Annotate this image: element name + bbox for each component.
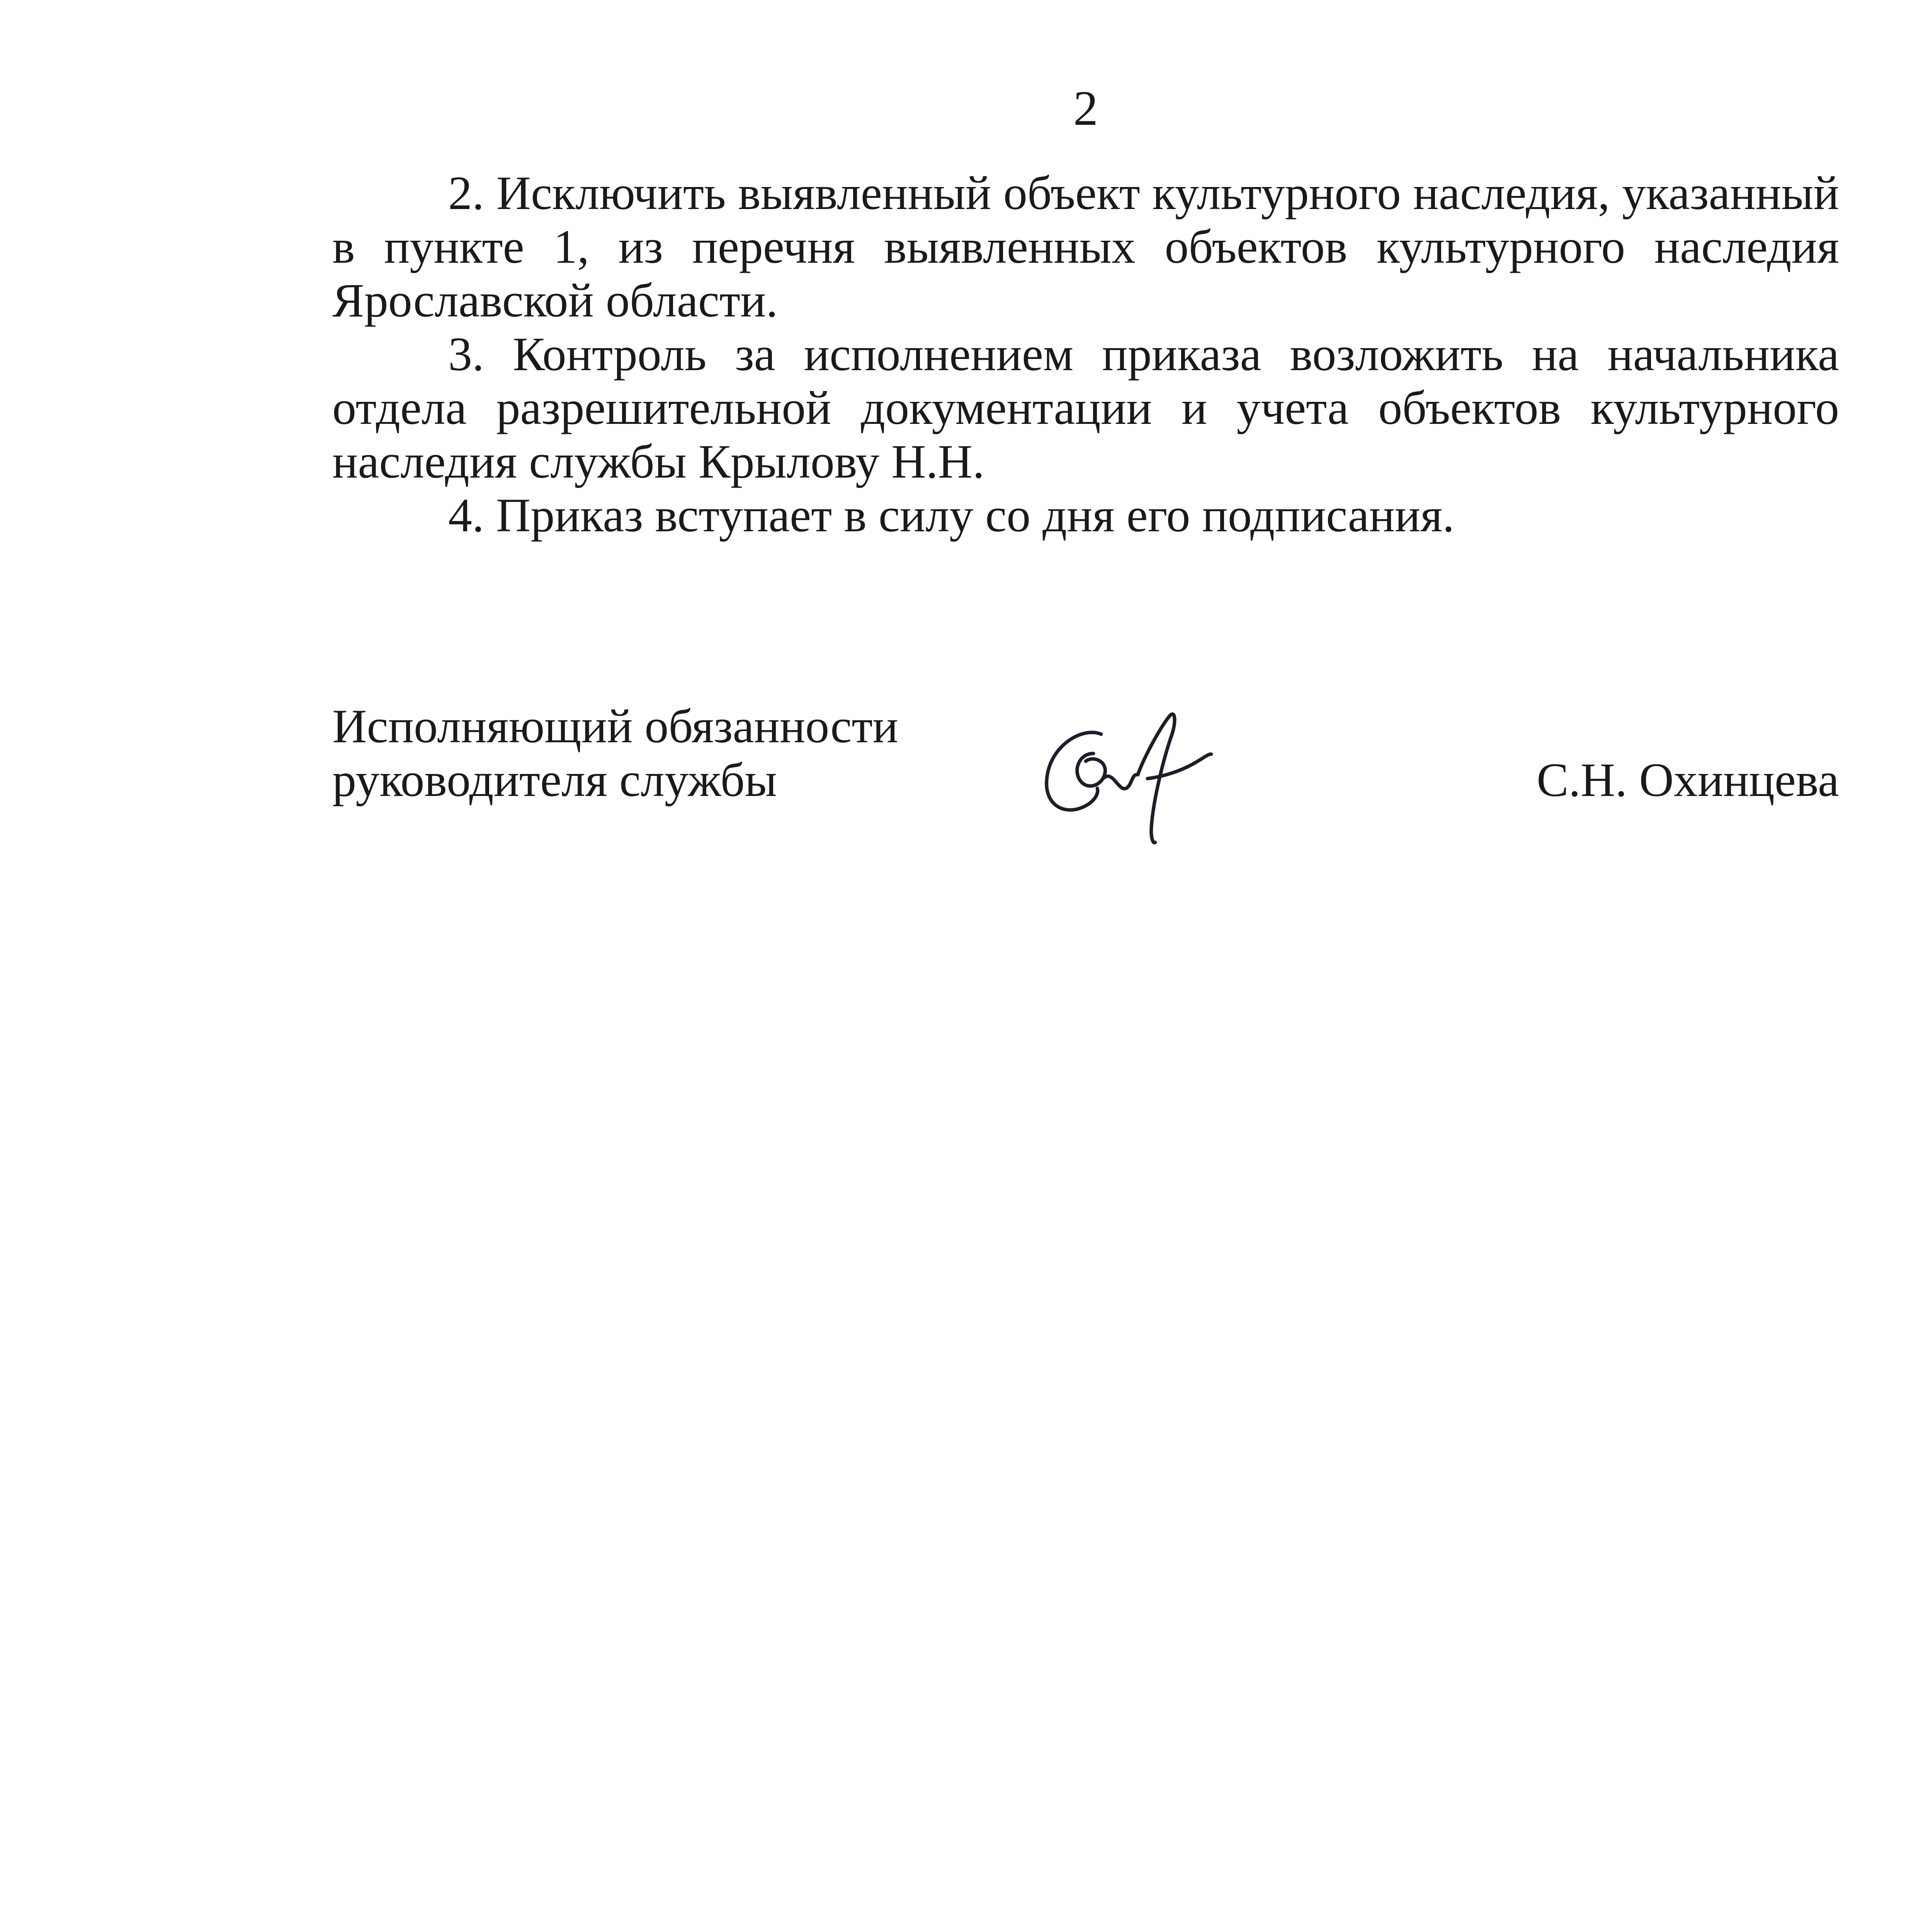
signatory-position (332, 699, 898, 807)
signature-block (332, 699, 1839, 893)
document-body (332, 166, 1839, 542)
signatory-name: С.Н. Охинцева (1537, 753, 1839, 806)
paragraph-item-3: 3. Контроль за исполнением приказа возложить на начальника отдела разрешительной документации и учета объектов культурного наследия службы Крылову Н.Н. (332, 328, 1839, 488)
paragraph-item-4: 4. Приказ вступает в силу со дня его подписания. (448, 489, 1455, 542)
page-number: 2 (1073, 81, 1098, 136)
handwritten-signature-icon (1035, 711, 1283, 850)
signatory-position-line1: Исполняющий обязанности (332, 700, 898, 753)
signatory-position-line2: руководителя службы (332, 753, 777, 806)
paragraph-item-2: 2. Исключить выявленный объект культурного наследия, указанный в пункте 1, из перечня выявленных объектов культурного наследия Ярославской области. (332, 167, 1839, 327)
